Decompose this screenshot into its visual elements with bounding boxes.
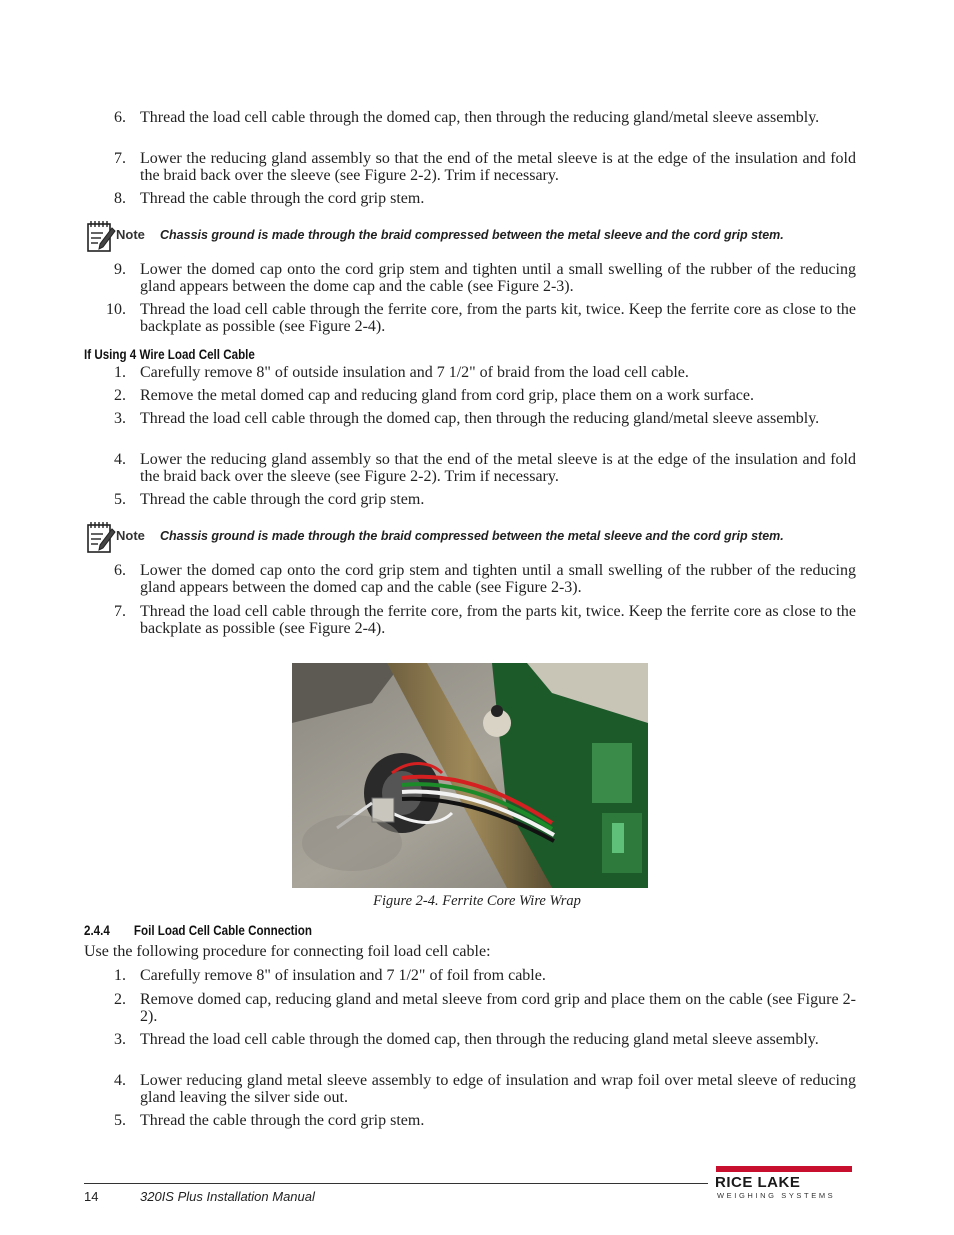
- note-text: Chassis ground is made through the braid compressed between the metal sleeve and the cord grip stem.: [160, 529, 784, 543]
- list-text: Lower reducing gland metal sleeve assembly to edge of insulation and wrap foil over metal sleeve of reducing gland leaving the silver side out.: [140, 1072, 856, 1106]
- list-number: 2.: [114, 387, 126, 404]
- list-item: [84, 410, 856, 427]
- list-text: Lower the domed cap onto the cord grip stem and tighten until a small swelling of the rubber of the reducing gland appears between the domed cap and the cable (see Figure 2-3).: [140, 562, 856, 596]
- list-item: [84, 1072, 856, 1106]
- list-text: Lower the reducing gland assembly so that the end of the metal sleeve is at the edge of the insulation and fold the braid back over the sleeve (see Figure 2-2). Trim if necessary.: [140, 451, 856, 485]
- list-item: [84, 261, 856, 295]
- list-text: Thread the cable through the cord grip stem.: [140, 491, 425, 508]
- notepad-icon: [86, 520, 116, 554]
- note-text: Chassis ground is made through the braid compressed between the metal sleeve and the cord grip stem.: [160, 228, 784, 242]
- list-item: [84, 562, 856, 596]
- list-number: 9.: [114, 261, 126, 278]
- list-number: 1.: [114, 364, 126, 381]
- note-label: Note: [116, 528, 145, 543]
- list-item: [84, 603, 856, 637]
- list-number: 6.: [114, 562, 126, 579]
- list-number: 5.: [114, 491, 126, 508]
- list-number: 5.: [114, 1112, 126, 1129]
- section-number: 2.4.4: [84, 923, 110, 938]
- list-item: [84, 387, 856, 404]
- list-number: 7.: [114, 150, 126, 167]
- note-box: [86, 219, 856, 253]
- logo-red-bar: [716, 1166, 852, 1172]
- list-text: Lower the domed cap onto the cord grip stem and tighten until a small swelling of the rubber of the reducing gland appears between the dome cap and the cable (see Figure 2-3).: [140, 261, 856, 295]
- logo-wordmark: RICE LAKE: [715, 1174, 801, 1191]
- list-text: Thread the cable through the cord grip stem.: [140, 1112, 425, 1129]
- list-item: [84, 991, 856, 1025]
- list-text: Remove the metal domed cap and reducing gland from cord grip, place them on a work surface.: [140, 387, 754, 404]
- list-text: Thread the load cell cable through the ferrite core, from the parts kit, twice. Keep the ferrite core as close to the backplate as possible (see Figure 2-4).: [140, 301, 856, 335]
- list-item: [84, 301, 856, 335]
- list-number: 10.: [106, 301, 126, 318]
- list-text: Thread the load cell cable through the domed cap, then through the reducing gland metal sleeve assembly.: [140, 1031, 819, 1048]
- list-number: 2.: [114, 991, 126, 1008]
- list-item: [84, 1112, 856, 1129]
- list-number: 3.: [114, 1031, 126, 1048]
- list-text: Remove domed cap, reducing gland and metal sleeve from cord grip and place them on the cable (see Figure 2-2).: [140, 991, 856, 1025]
- list-item: [84, 451, 856, 485]
- list-number: 1.: [114, 967, 126, 984]
- note-label: Note: [116, 227, 145, 242]
- list-item: [84, 967, 856, 984]
- manual-title: 320IS Plus Installation Manual: [140, 1189, 315, 1204]
- section-title: Foil Load Cell Cable Connection: [133, 923, 312, 938]
- figure-caption: Figure 2-4. Ferrite Core Wire Wrap: [373, 893, 581, 909]
- list-text: Thread the load cell cable through the domed cap, then through the reducing gland/metal sleeve assembly.: [140, 410, 820, 427]
- note-box: [86, 520, 856, 554]
- list-item: [84, 150, 856, 184]
- list-text: Thread the load cell cable through the ferrite core, from the parts kit, twice. Keep the ferrite core as close to the backplate as possible (see Figure 2-4).: [140, 603, 856, 637]
- ferrite-core-photo: [292, 663, 648, 888]
- list-number: 8.: [114, 190, 126, 207]
- list-text: Thread the cable through the cord grip stem.: [140, 190, 425, 207]
- list-number: 7.: [114, 603, 126, 620]
- section-heading: [84, 923, 312, 938]
- list-item: [84, 491, 856, 508]
- notepad-icon: [86, 219, 116, 253]
- list-number: 6.: [114, 109, 126, 126]
- logo-tagline: WEIGHING SYSTEMS: [717, 1191, 836, 1200]
- list-item: [84, 190, 856, 207]
- list-number: 3.: [114, 410, 126, 427]
- list-item: [84, 1031, 856, 1048]
- list-text: Carefully remove 8" of outside insulation and 7 1/2" of braid from the load cell cable.: [140, 364, 689, 381]
- list-number: 4.: [114, 1072, 126, 1089]
- list-item: [84, 109, 856, 126]
- footer-divider: [84, 1183, 708, 1184]
- list-text: Carefully remove 8" of insulation and 7 1/2" of foil from cable.: [140, 967, 546, 984]
- page-number: 14: [84, 1189, 99, 1204]
- list-number: 4.: [114, 451, 126, 468]
- rice-lake-logo: [713, 1166, 854, 1200]
- intro-paragraph: Use the following procedure for connecting foil load cell cable:: [84, 943, 491, 960]
- subheading: If Using 4 Wire Load Cell Cable: [84, 347, 255, 362]
- list-item: [84, 364, 856, 381]
- list-text: Thread the load cell cable through the domed cap, then through the reducing gland/metal sleeve assembly.: [140, 109, 820, 126]
- list-text: Lower the reducing gland assembly so that the end of the metal sleeve is at the edge of the insulation and fold the braid back over the sleeve (see Figure 2-2). Trim if necessary.: [140, 150, 856, 184]
